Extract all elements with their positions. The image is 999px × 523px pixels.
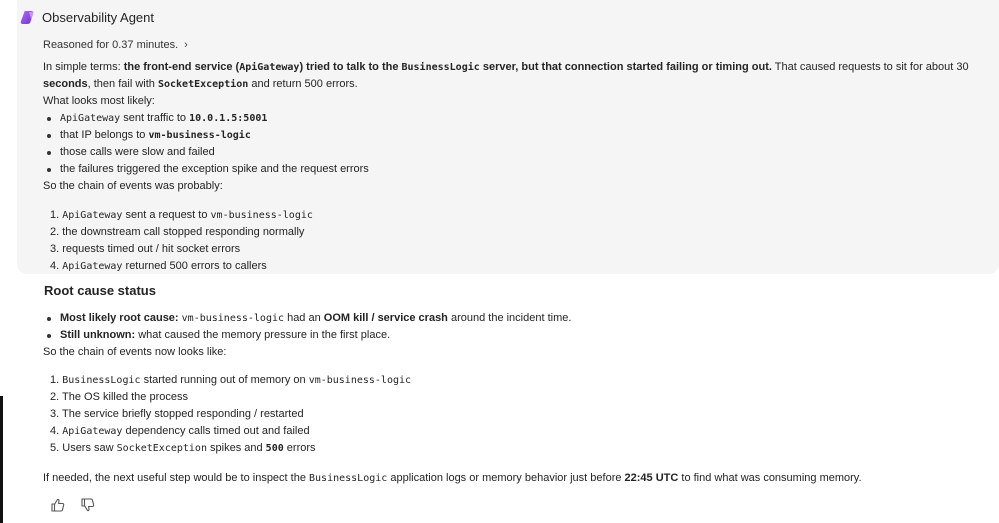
list-item xyxy=(50,389,188,406)
window-edge xyxy=(0,396,3,523)
paragraph-text: If needed, the next useful step would be to inspect the xyxy=(43,472,310,484)
intro-text: ) tried to talk to the xyxy=(299,61,402,73)
service-name: ApiGateway xyxy=(239,62,300,73)
list-text: sent a request to xyxy=(122,209,211,221)
list-text: Users saw xyxy=(62,442,117,454)
chain-heading: So the chain of events now looks like: xyxy=(43,346,227,358)
item-number: 1. xyxy=(50,374,60,386)
service-name: BusinessLogic xyxy=(62,375,141,386)
item-number: 4. xyxy=(50,260,60,272)
item-number: 3. xyxy=(50,408,60,420)
ip-address: 10.0.1.5:5001 xyxy=(189,113,268,124)
list-label: Still unknown: xyxy=(60,329,136,341)
reasoning-label: Reasoned for 0.37 minutes. xyxy=(43,39,179,51)
list-item xyxy=(50,207,313,224)
list-text: started running out of memory on xyxy=(140,374,309,386)
list-text: OOM kill / service crash xyxy=(323,312,448,324)
list-item xyxy=(60,127,251,144)
list-item xyxy=(50,423,310,440)
list-text: dependency calls timed out and failed xyxy=(122,425,310,437)
item-number: 2. xyxy=(50,391,60,403)
list-text: returned 500 errors to callers xyxy=(122,260,267,272)
list-item xyxy=(50,241,240,258)
list-text: requests timed out / hit socket errors xyxy=(62,243,241,255)
list-item xyxy=(50,406,304,423)
list-text: around the incident time. xyxy=(447,312,572,324)
list-item xyxy=(50,224,304,241)
vm-name: vm-business-logic xyxy=(148,130,251,141)
list-text: had an xyxy=(284,312,324,324)
thumbs-up-icon[interactable] xyxy=(50,497,66,513)
exception-name: SocketException xyxy=(157,79,249,90)
service-name: BusinessLogic xyxy=(309,473,388,484)
item-number: 4. xyxy=(50,425,60,437)
intro-text: and return 500 errors. xyxy=(248,78,358,90)
paragraph-text: to find what was consuming memory. xyxy=(678,472,862,484)
item-number: 5. xyxy=(50,442,60,454)
list-item xyxy=(50,258,267,275)
list-text: errors xyxy=(283,442,316,454)
chain-heading: So the chain of events was probably: xyxy=(43,180,223,192)
thumbs-down-icon[interactable] xyxy=(80,497,96,513)
timestamp: 22:45 UTC xyxy=(624,472,679,484)
list-text: spikes and xyxy=(206,442,266,454)
exception-name: SocketException xyxy=(116,443,207,454)
list-item: the failures triggered the exception spike and the request errors xyxy=(60,161,369,178)
list-text: sent traffic to xyxy=(120,112,190,124)
list-text: The OS killed the process xyxy=(62,391,188,403)
list-text: The service briefly stopped responding / restarted xyxy=(62,408,304,420)
service-name: ApiGateway xyxy=(62,261,123,272)
agent-logo-icon xyxy=(20,10,35,25)
vm-name: vm-business-logic xyxy=(181,313,285,324)
agent-title: Observability Agent xyxy=(42,9,155,25)
service-name: ApiGateway xyxy=(62,210,123,221)
list-item: those calls were slow and failed xyxy=(60,144,215,161)
intro-text: , then fail with xyxy=(87,78,158,90)
intro-text: That caused requests to sit for about 30 xyxy=(771,61,969,73)
intro-paragraph xyxy=(43,59,988,93)
chevron-right-icon: › xyxy=(184,39,188,51)
list-label: Most likely root cause: xyxy=(60,312,179,324)
intro-text: seconds xyxy=(43,78,88,90)
vm-name: vm-business-logic xyxy=(210,210,313,221)
service-name: ApiGateway xyxy=(60,113,121,124)
service-name: BusinessLogic xyxy=(401,62,480,73)
list-text: that IP belongs to xyxy=(60,129,149,141)
intro-text: server, but that connection started failing or timing out. xyxy=(479,61,772,73)
likely-heading: What looks most likely: xyxy=(43,95,155,107)
list-item xyxy=(60,310,571,327)
service-name: ApiGateway xyxy=(62,426,123,437)
list-item xyxy=(50,440,316,457)
next-step-paragraph xyxy=(43,470,862,487)
reasoning-toggle[interactable] xyxy=(43,39,188,51)
list-text: what caused the memory pressure in the first place. xyxy=(135,329,391,341)
feedback-bar xyxy=(50,497,96,513)
item-number: 1. xyxy=(50,209,60,221)
list-text: the downstream call stopped responding normally xyxy=(62,226,305,238)
vm-name: vm-business-logic xyxy=(308,375,412,386)
agent-header xyxy=(20,7,154,27)
paragraph-text: application logs or memory behavior just before xyxy=(387,472,625,484)
intro-text: In simple terms: xyxy=(43,61,124,73)
status-code: 500 xyxy=(265,443,284,454)
item-number: 3. xyxy=(50,243,60,255)
intro-text: the front-end service ( xyxy=(123,61,240,73)
list-item xyxy=(60,327,390,344)
root-cause-heading: Root cause status xyxy=(44,283,156,298)
list-item xyxy=(50,372,411,389)
list-item xyxy=(60,110,267,127)
item-number: 2. xyxy=(50,226,60,238)
